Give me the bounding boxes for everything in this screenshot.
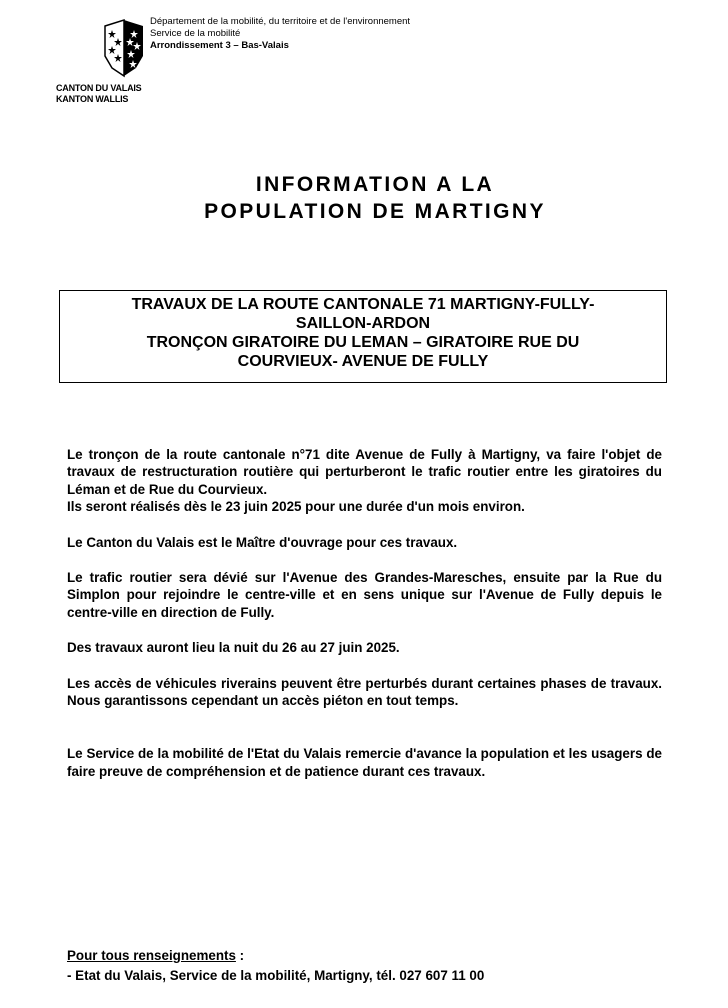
paragraph-night-works: Des travaux auront lieu la nuit du 26 au 27 juin 2025. [67,640,400,656]
page-title [0,171,728,225]
paragraph-scope: Le tronçon de la route cantonale n°71 dite Avenue de Fully à Martigny, va faire l'objet de travaux de restructuration routière qui perturberont le trafic routier entre les giratoires du Léman et de Rue du Courvieux. [67,447,662,497]
contact-heading [67,946,484,966]
subject-line4: COURVIEUX- AVENUE DE FULLY [237,353,489,370]
paragraph-owner: Le Canton du Valais est le Maître d'ouvrage pour ces travaux. [67,534,458,550]
contact-line: - Etat du Valais, Service de la mobilité, Martigny, tél. 027 607 11 00 [67,968,485,983]
valais-coat-of-arms-icon [104,18,144,78]
arrondissement-name: Arrondissement 3 – Bas-Valais [150,40,289,51]
contact-block [67,946,484,986]
page-title-line1: INFORMATION A LA [255,173,495,196]
service-name: Service de la mobilité [150,28,241,39]
department-name: Département de la mobilité, du territoire et de l'environnement [150,16,411,27]
paragraph-thanks: Le Service de la mobilité de l'Etat du Valais remercie d'avance la population et les usagers de faire preuve de compréhension et de patience durant ces travaux. [67,746,662,779]
paragraph-schedule: Ils seront réalisés dès le 23 juin 2025 pour une durée d'un mois environ. [67,499,525,515]
body-text [67,446,662,780]
subject-box [59,290,667,383]
canton-name-fr: CANTON DU VALAIS [56,83,142,93]
subject-line2: SAILLON-ARDON [295,315,431,332]
page-title-line2: POPULATION DE MARTIGNY [204,200,546,223]
paragraph-access: Les accès de véhicules riverains peuvent être perturbés durant certaines phases de travaux. Nous garantissons cependant un accès piéton en tout temps. [67,675,662,709]
paragraph-detour: Le trafic routier sera dévié sur l'Avenue des Grandes-Maresches, ensuite par la Rue du Simplon pour rejoindre le centre-ville et en sens unique sur l'Avenue de Fully depuis le centre-ville en direction de Fully. [67,570,662,620]
subject-line1: TRAVAUX DE LA ROUTE CANTONALE 71 MARTIGNY-FULLY- [131,296,595,313]
canton-name [56,83,141,105]
contact-heading-colon: : [235,948,245,963]
contact-heading-label: Pour tous renseignements [67,948,236,963]
subject-line3: TRONÇON GIRATOIRE DU LEMAN – GIRATOIRE RUE DU [146,334,580,351]
department-block [150,16,410,52]
canton-name-de: KANTON WALLIS [56,94,129,104]
